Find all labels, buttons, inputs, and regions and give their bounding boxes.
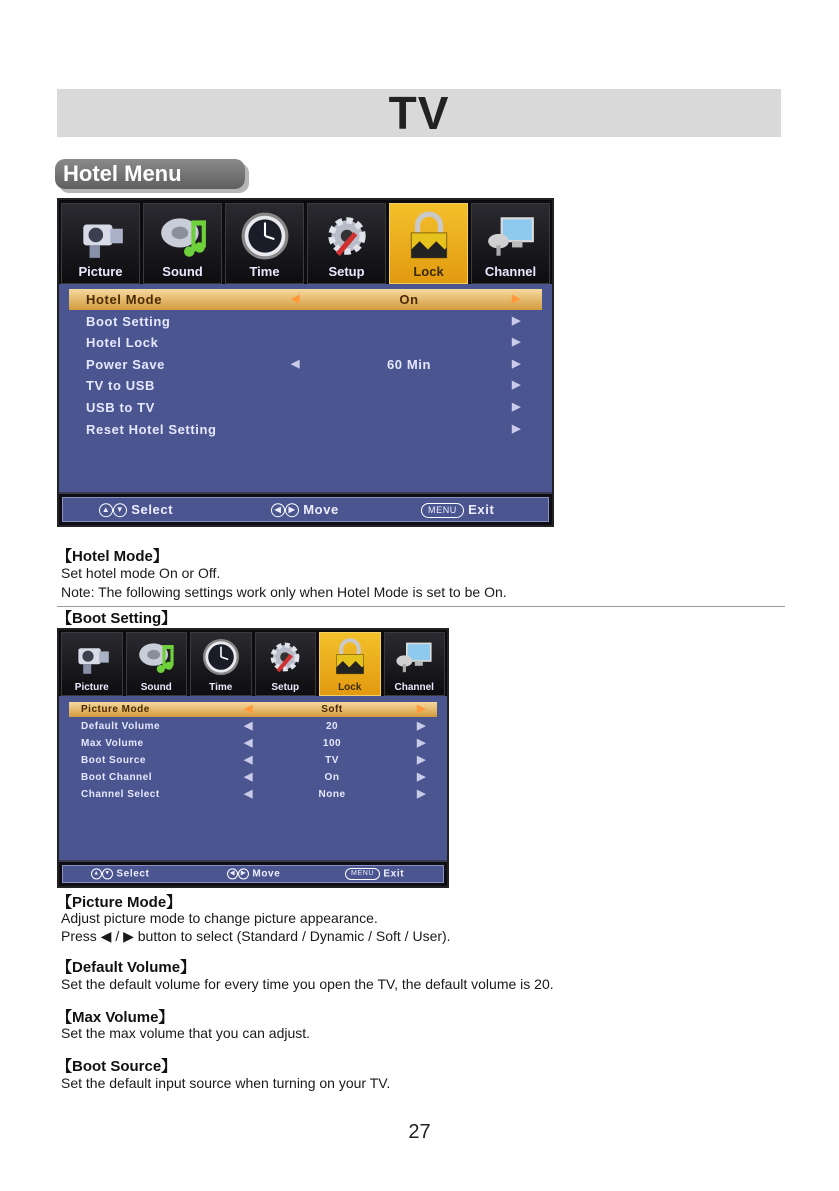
clock-icon	[201, 637, 241, 677]
tab-channel[interactable]	[471, 203, 550, 284]
tab-picture[interactable]	[61, 632, 123, 696]
tab-sound[interactable]	[143, 203, 222, 284]
tab-time[interactable]	[190, 632, 252, 696]
tab-label: Picture	[74, 682, 109, 693]
tab-label: Channel	[394, 682, 434, 693]
right-arrow-icon[interactable]: ▶	[417, 720, 426, 732]
menu-item-picture-mode[interactable]: Picture Mode ◀ Soft ▶	[69, 702, 437, 717]
tab-label: Sound	[162, 264, 203, 279]
gear-icon	[321, 210, 373, 262]
tab-label: Setup	[271, 682, 300, 693]
select-hint: ▲ ▼ Select	[99, 502, 173, 518]
default-volume-line1: Set the default volume for every time you open the TV, the default volume is 20.	[61, 976, 554, 992]
down-icon: ▼	[113, 503, 127, 517]
boot-source-heading: 【Boot Source】	[57, 1058, 177, 1075]
satellite-monitor-icon	[394, 637, 434, 677]
menu-item-hotel-mode[interactable]: Hotel Mode ◀ On ▶	[69, 289, 542, 310]
tab-channel[interactable]	[384, 632, 446, 696]
right-arrow-icon[interactable]: ▶	[417, 703, 426, 715]
exit-hint: MENU Exit	[421, 501, 494, 517]
tab-label: Setup	[328, 264, 365, 279]
right-arrow-icon[interactable]: ▶	[417, 754, 426, 766]
down-icon: ▼	[102, 868, 113, 879]
hotel-mode-line2: Note: The following settings work only when Hotel Mode is set to be On.	[61, 584, 507, 600]
header-bar	[57, 89, 781, 137]
up-icon: ▲	[99, 503, 113, 517]
camera-icon	[72, 637, 112, 677]
menu-footer	[59, 492, 552, 525]
satellite-monitor-icon	[485, 210, 537, 262]
left-arrow-icon[interactable]: ◀	[291, 358, 301, 370]
menu-key-icon: MENU	[345, 868, 380, 880]
music-note-icon	[136, 637, 176, 677]
picture-mode-heading: 【Picture Mode】	[57, 894, 182, 911]
tab-setup[interactable]	[307, 203, 386, 284]
tab-label: Lock	[413, 264, 444, 279]
tab-lock[interactable]	[389, 203, 468, 284]
tab-sound[interactable]	[126, 632, 188, 696]
menu-item-boot-channel[interactable]: Boot Channel ◀ On ▶	[81, 771, 426, 783]
picture-mode-line1: Adjust picture mode to change picture appearance.	[61, 910, 378, 926]
left-arrow-icon[interactable]: ◀	[244, 788, 253, 800]
right-arrow-icon[interactable]: ▶	[512, 293, 522, 305]
tab-time[interactable]	[225, 203, 304, 284]
menu-item-boot-source[interactable]: Boot Source ◀ TV ▶	[81, 754, 426, 766]
move-hint: ◀ ▶ Move	[227, 868, 280, 879]
max-volume-heading: 【Max Volume】	[57, 1009, 174, 1026]
menu-list	[59, 284, 552, 494]
boot-setting-heading: 【Boot Setting】	[57, 610, 177, 627]
tab-lock[interactable]	[319, 632, 381, 696]
picture-mode-line2: Press ◀ / ▶ button to select (Standard / Dynamic / Soft / User).	[61, 928, 451, 944]
camera-icon	[75, 210, 127, 262]
tab-label: Sound	[140, 682, 172, 693]
menu-item-tv-to-usb[interactable]: TV to USB ▶	[69, 375, 542, 396]
menu-item-power-save[interactable]: Power Save ◀ 60 Min ▶	[69, 354, 542, 375]
boot-setting-screen	[57, 628, 449, 888]
menu-item-usb-to-tv[interactable]: USB to TV ▶	[69, 397, 542, 418]
right-icon: ▶	[285, 503, 299, 517]
tab-label: Picture	[78, 264, 123, 279]
tab-label: Time	[249, 264, 280, 279]
default-volume-heading: 【Default Volume】	[57, 959, 196, 976]
hotel-menu-screen	[57, 198, 554, 527]
lock-icon	[403, 210, 455, 262]
move-hint: ◀ ▶ Move	[271, 502, 339, 518]
right-arrow-icon[interactable]: ▶	[417, 771, 426, 783]
right-arrow-icon[interactable]: ▶	[417, 788, 426, 800]
left-arrow-icon[interactable]: ◀	[244, 737, 253, 749]
page-title: TV	[388, 87, 450, 139]
left-icon: ◀	[227, 868, 238, 879]
page-number: 27	[408, 1121, 431, 1143]
exit-hint: MENU Exit	[345, 868, 404, 880]
music-note-icon	[157, 210, 209, 262]
tab-picture[interactable]	[61, 203, 140, 284]
right-icon: ▶	[238, 868, 249, 879]
menu-item-max-volume[interactable]: Max Volume ◀ 100 ▶	[81, 737, 426, 749]
tab-label: Time	[209, 682, 233, 693]
hotel-mode-line1: Set hotel mode On or Off.	[61, 565, 221, 581]
menu-key-icon: MENU	[421, 503, 464, 518]
hotel-mode-heading: 【Hotel Mode】	[57, 548, 168, 565]
left-arrow-icon[interactable]: ◀	[244, 754, 253, 766]
right-arrow-icon[interactable]: ▶	[512, 358, 522, 370]
tab-label: Lock	[338, 682, 362, 693]
boot-source-line1: Set the default input source when turning on your TV.	[61, 1075, 391, 1091]
menu-item-boot-setting[interactable]: Boot Setting ▶	[69, 311, 542, 332]
menu-item-hotel-lock[interactable]: Hotel Lock ▶	[69, 332, 542, 353]
select-hint: ▲ ▼ Select	[91, 868, 149, 879]
menu-tab-bar	[59, 630, 447, 696]
menu-item-default-volume[interactable]: Default Volume ◀ 20 ▶	[81, 720, 426, 732]
section-title: Hotel Menu	[55, 159, 245, 189]
left-arrow-icon[interactable]: ◀	[244, 720, 253, 732]
left-arrow-icon[interactable]: ◀	[244, 771, 253, 783]
left-arrow-icon[interactable]: ◀	[244, 703, 253, 715]
lock-icon	[330, 637, 370, 677]
clock-icon	[239, 210, 291, 262]
right-arrow-icon[interactable]: ▶	[512, 336, 522, 348]
right-arrow-icon[interactable]: ▶	[512, 423, 522, 435]
right-arrow-icon[interactable]: ▶	[417, 737, 426, 749]
right-arrow-icon[interactable]: ▶	[512, 315, 522, 327]
gear-icon	[265, 637, 305, 677]
up-icon: ▲	[91, 868, 102, 879]
menu-item-reset-hotel-setting[interactable]: Reset Hotel Setting ▶	[69, 419, 542, 440]
menu-tab-bar	[59, 200, 552, 284]
tab-label: Channel	[484, 264, 537, 279]
left-arrow-icon[interactable]: ◀	[291, 293, 301, 305]
menu-item-channel-select[interactable]: Channel Select ◀ None ▶	[81, 788, 426, 800]
menu-footer	[59, 860, 447, 886]
right-arrow-icon[interactable]: ▶	[512, 379, 522, 391]
menu-list	[59, 696, 447, 862]
tab-setup[interactable]	[255, 632, 317, 696]
right-arrow-icon[interactable]: ▶	[512, 401, 522, 413]
max-volume-line1: Set the max volume that you can adjust.	[61, 1025, 311, 1041]
left-icon: ◀	[271, 503, 285, 517]
